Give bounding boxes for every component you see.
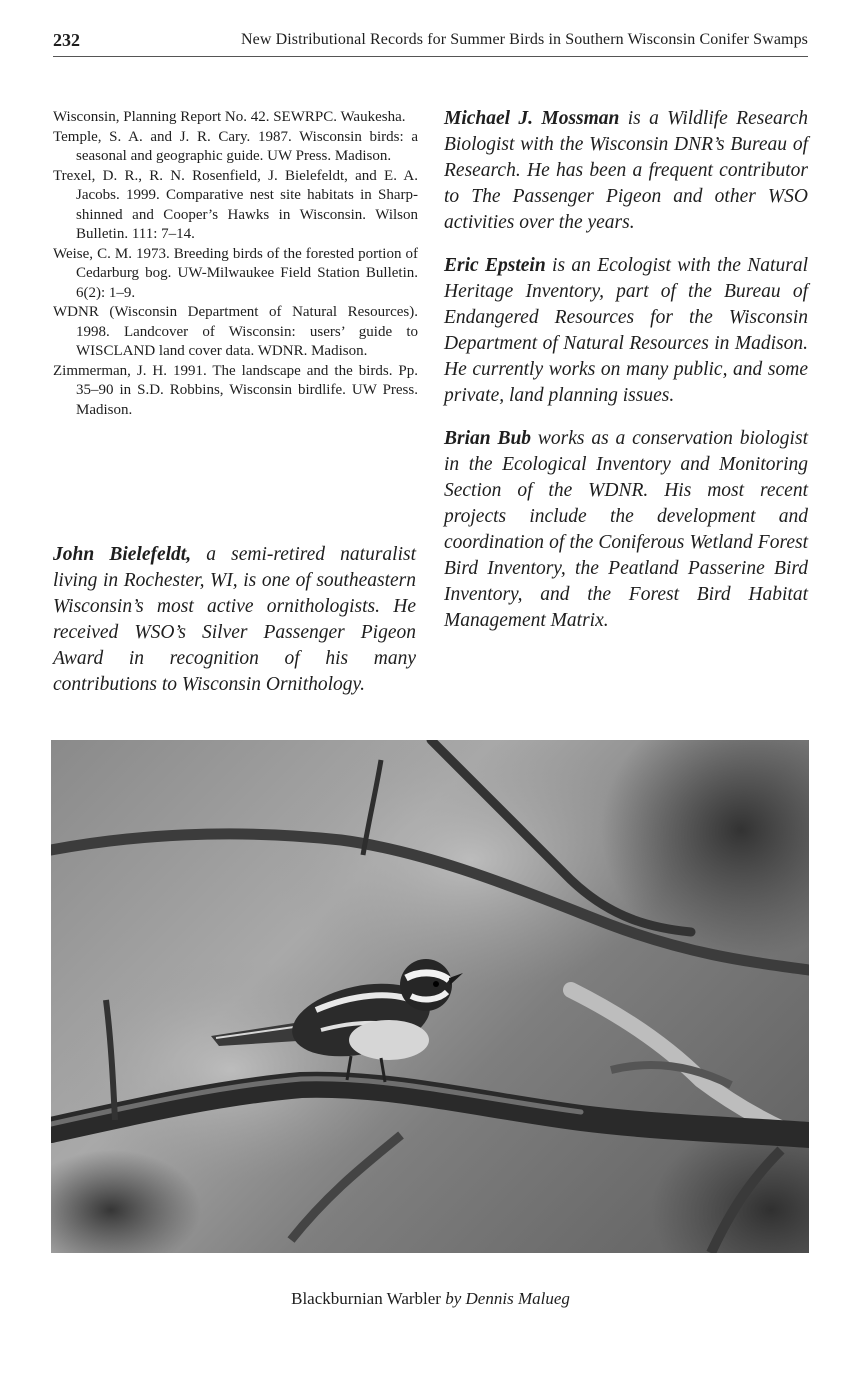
- warbler-photo-illustration: [51, 740, 809, 1253]
- figure-caption: [0, 1289, 861, 1309]
- running-header: [53, 28, 808, 57]
- caption-title: Blackburnian Warbler: [291, 1289, 441, 1308]
- reference-entry: Wisconsin, Planning Report No. 42. SEWRPC. Waukesha.: [53, 109, 406, 125]
- reference-entry: Trexel, D. R., R. N. Rosenfield, J. Bielefeldt, and E. A. Jacobs. 1999. Comparative nest site habitats in Sharp-shinned and Cooper’s Hawks in Wisconsin. Wilson Bulletin. 111: 7–14.: [53, 167, 418, 242]
- reference-entry: Zimmerman, J. H. 1991. The landscape and the birds. Pp. 35–90 in S.D. Robbins, Wisconsin birdlife. UW Press. Madison.: [53, 362, 418, 418]
- author-bio-text: is a Wildlife Research Biologist with the Wisconsin DNR’s Bureau of Research. He has been a frequent contributor to The Passenger Pigeon and other WSO activities over the years.: [444, 108, 808, 233]
- reference-entry: Weise, C. M. 1973. Breeding birds of the forested portion of Cedarburg bog. UW-Milwaukee Field Station Bulletin. 6(2): 1–9.: [53, 245, 418, 301]
- author-bio-mossman: [444, 106, 808, 236]
- author-name: John Bielefeldt,: [53, 544, 192, 565]
- author-name: Michael J. Mossman: [444, 108, 620, 129]
- reference-entry: WDNR (Wisconsin Department of Natural Resources). 1998. Landcover of Wisconsin: users’ guide to WISCLAND land cover data. WDNR. Madison.: [53, 304, 418, 359]
- page-number: 232: [53, 30, 80, 50]
- warbler-photograph: [51, 740, 809, 1253]
- author-name: Eric Epstein: [444, 255, 546, 276]
- author-bio-text: works as a conservation biologist in the Ecological Inventory and Monitoring Section of the WDNR. His most recent projects include the development and coordination of the Coniferous Wetland Forest Bird Inventory, the Peatland Passerine Bird Inventory, and the Forest Bird Habitat Management Matrix.: [444, 428, 808, 631]
- author-bio-epstein: [444, 253, 808, 409]
- references-list: [53, 108, 418, 420]
- author-bio-bub: [444, 426, 808, 634]
- author-name: Brian Bub: [444, 428, 532, 449]
- running-title: New Distributional Records for Summer Birds in Southern Wisconsin Conifer Swamps: [240, 31, 808, 48]
- author-bio-text: a semi-retired naturalist living in Rochester, WI, is one of southeastern Wisconsin’s most active ornithologists. He received WSO’s Silver Passenger Pigeon Award in recognition of his many contributions to Wisconsin Ornithology.: [53, 544, 417, 695]
- author-bio-bielefeldt: [53, 542, 416, 698]
- reference-entry: Temple, S. A. and J. R. Cary. 1987. Wisconsin birds: a seasonal and geographic guide. UW Press. Madison.: [53, 128, 418, 164]
- author-bios-column: [444, 106, 808, 634]
- author-bio-text: is an Ecologist with the Natural Heritage Inventory, part of the Bureau of Endangered Resources for the Wisconsin Department of Natural Resources in Madison. He currently works on many public, and some private, land planning issues.: [444, 255, 808, 406]
- caption-credit: by Dennis Malueg: [445, 1289, 570, 1308]
